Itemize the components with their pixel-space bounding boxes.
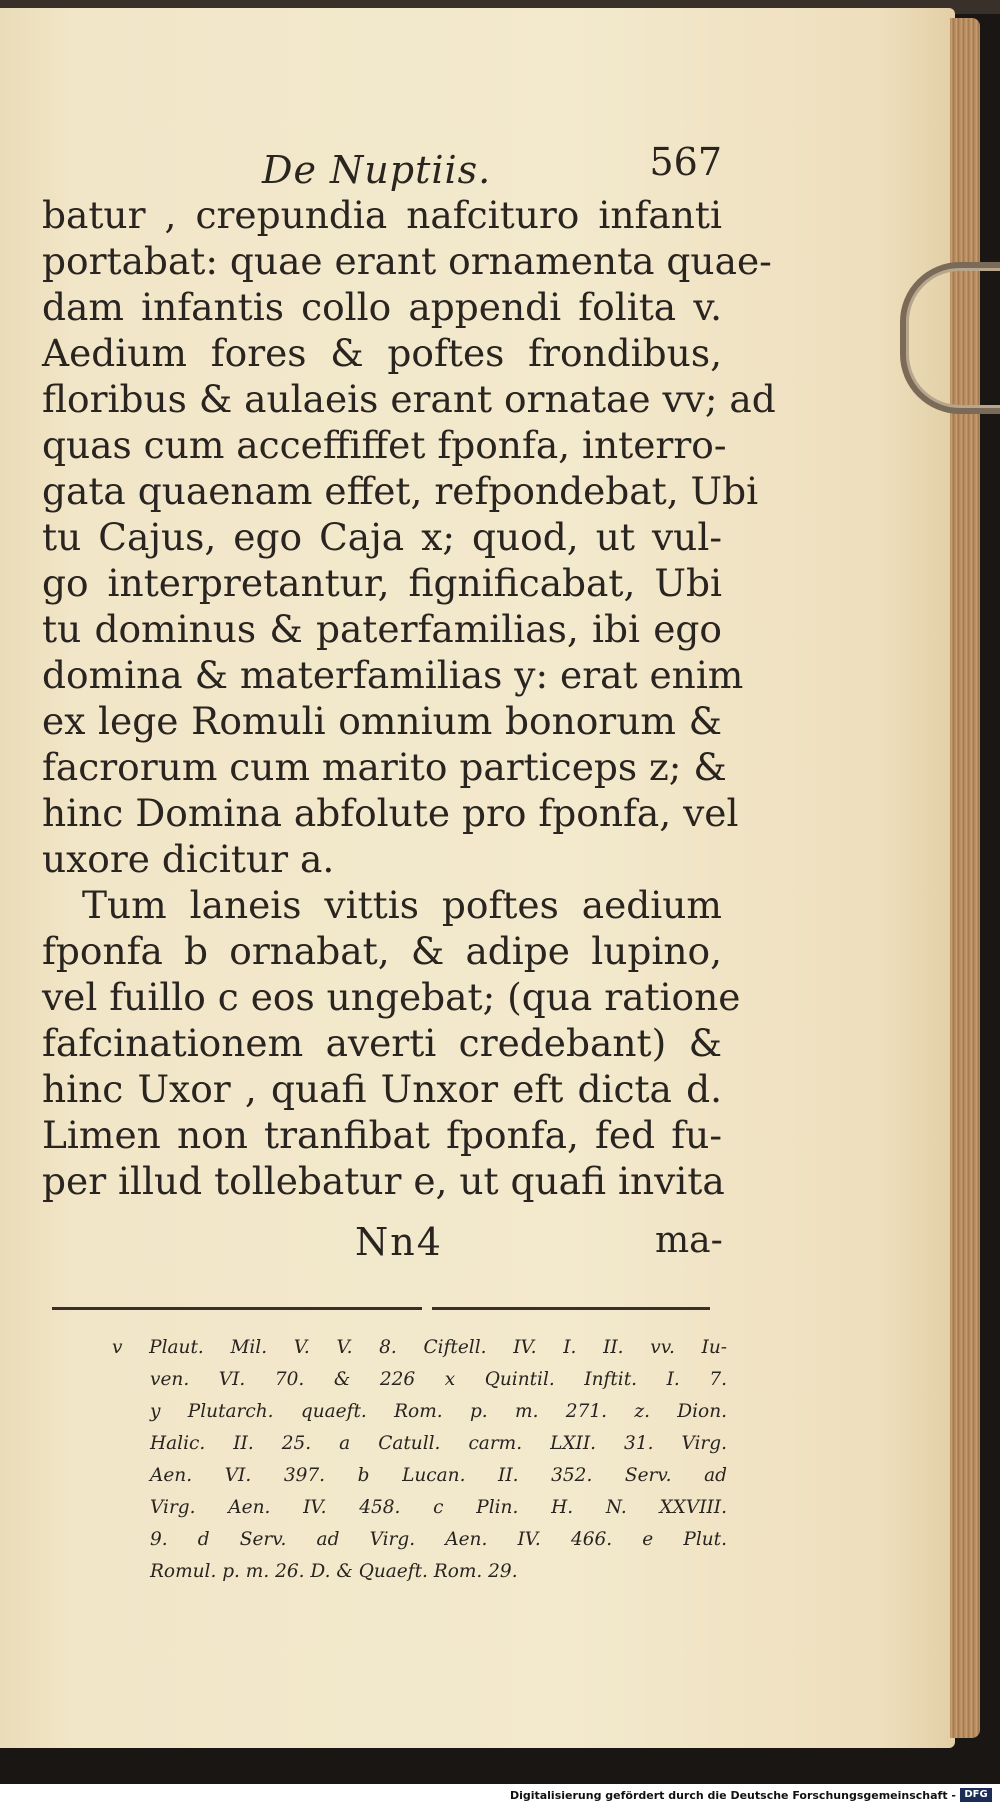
footnote-rule-left: [52, 1307, 422, 1310]
text-line: fponfa b ornabat, & adipe lupino,: [42, 929, 722, 973]
text-line: floribus & aulaeis erant ornatae vv; ad: [42, 377, 776, 421]
page-number: 567: [649, 140, 722, 184]
footnote-line: ven. VI. 70. & 226 x Quintil. Inftit. I. 7.: [150, 1369, 727, 1390]
text-line: tu Cajus, ego Caja x; quod, ut vul-: [42, 515, 722, 559]
text-line: Aedium fores & poftes frondibus,: [42, 331, 722, 375]
footnote-line: 9. d Serv. ad Virg. Aen. IV. 466. e Plut.: [150, 1529, 727, 1550]
text-line: portabat: quae erant ornamenta quae-: [42, 239, 772, 283]
running-title: De Nuptiis.: [262, 148, 492, 192]
text-line: hinc Domina abfolute pro fponfa, vel: [42, 791, 739, 835]
page-clip: [900, 262, 1000, 414]
text-line: domina & materfamilias y: erat enim: [42, 653, 744, 697]
footnotes: [112, 1332, 727, 1588]
footnote-line: v Plaut. Mil. V. V. 8. Ciftell. IV. I. II. vv. Iu-: [112, 1337, 727, 1358]
footnote-line: Romul. p. m. 26. D. & Quaeft. Rom. 29.: [150, 1561, 518, 1582]
text-line: hinc Uxor , quafi Unxor eft dicta d.: [42, 1067, 722, 1111]
text-line: tu dominus & paterfamilias, ibi ego: [42, 607, 722, 651]
text-line: Tum laneis vittis poftes aedium: [82, 883, 722, 927]
footnote-line: y Plutarch. quaeft. Rom. p. m. 271. z. Dion.: [150, 1401, 727, 1422]
dfg-logo-icon: DFG: [960, 1788, 992, 1802]
page-header: [262, 140, 722, 200]
text-line: uxore dicitur a.: [42, 837, 335, 881]
text-line: vel fuillo c eos ungebat; (qua ratione: [42, 975, 741, 1019]
footnote-line: Aen. VI. 397. b Lucan. II. 352. Serv. ad: [150, 1465, 727, 1486]
text-line: quas cum acceffiffet fponfa, interro-: [42, 423, 727, 467]
text-line: Limen non tranfibat fponfa, fed fu-: [42, 1113, 722, 1157]
text-line: per illud tollebatur e, ut quafi invita: [42, 1159, 725, 1203]
footnote-rule-right: [432, 1307, 710, 1310]
text-line: ex lege Romuli omnium bonorum &: [42, 699, 722, 743]
main-text: [42, 192, 776, 1204]
text-line: gata quaenam effet, refpondebat, Ubi: [42, 469, 759, 513]
text-line: fafcinationem averti credebant) &: [42, 1021, 722, 1065]
digitization-credit: Digitalisierung gefördert durch die Deutsche Forschungsgemeinschaft -: [509, 1789, 956, 1802]
signature-mark: Nn4: [355, 1220, 443, 1264]
text-line: facrorum cum marito particeps z; &: [42, 745, 727, 789]
text-line: go interpretantur, fignificabat, Ubi: [42, 561, 722, 605]
footnote-line: Virg. Aen. IV. 458. c Plin. H. N. XXVIII.: [150, 1497, 727, 1518]
catchword: ma-: [655, 1220, 723, 1261]
footnote-line: Halic. II. 25. a Catull. carm. LXII. 31. Virg.: [150, 1433, 727, 1454]
text-line: dam infantis collo appendi folita v.: [42, 285, 722, 329]
text-line: batur , crepundia nafcituro infanti: [42, 193, 722, 237]
